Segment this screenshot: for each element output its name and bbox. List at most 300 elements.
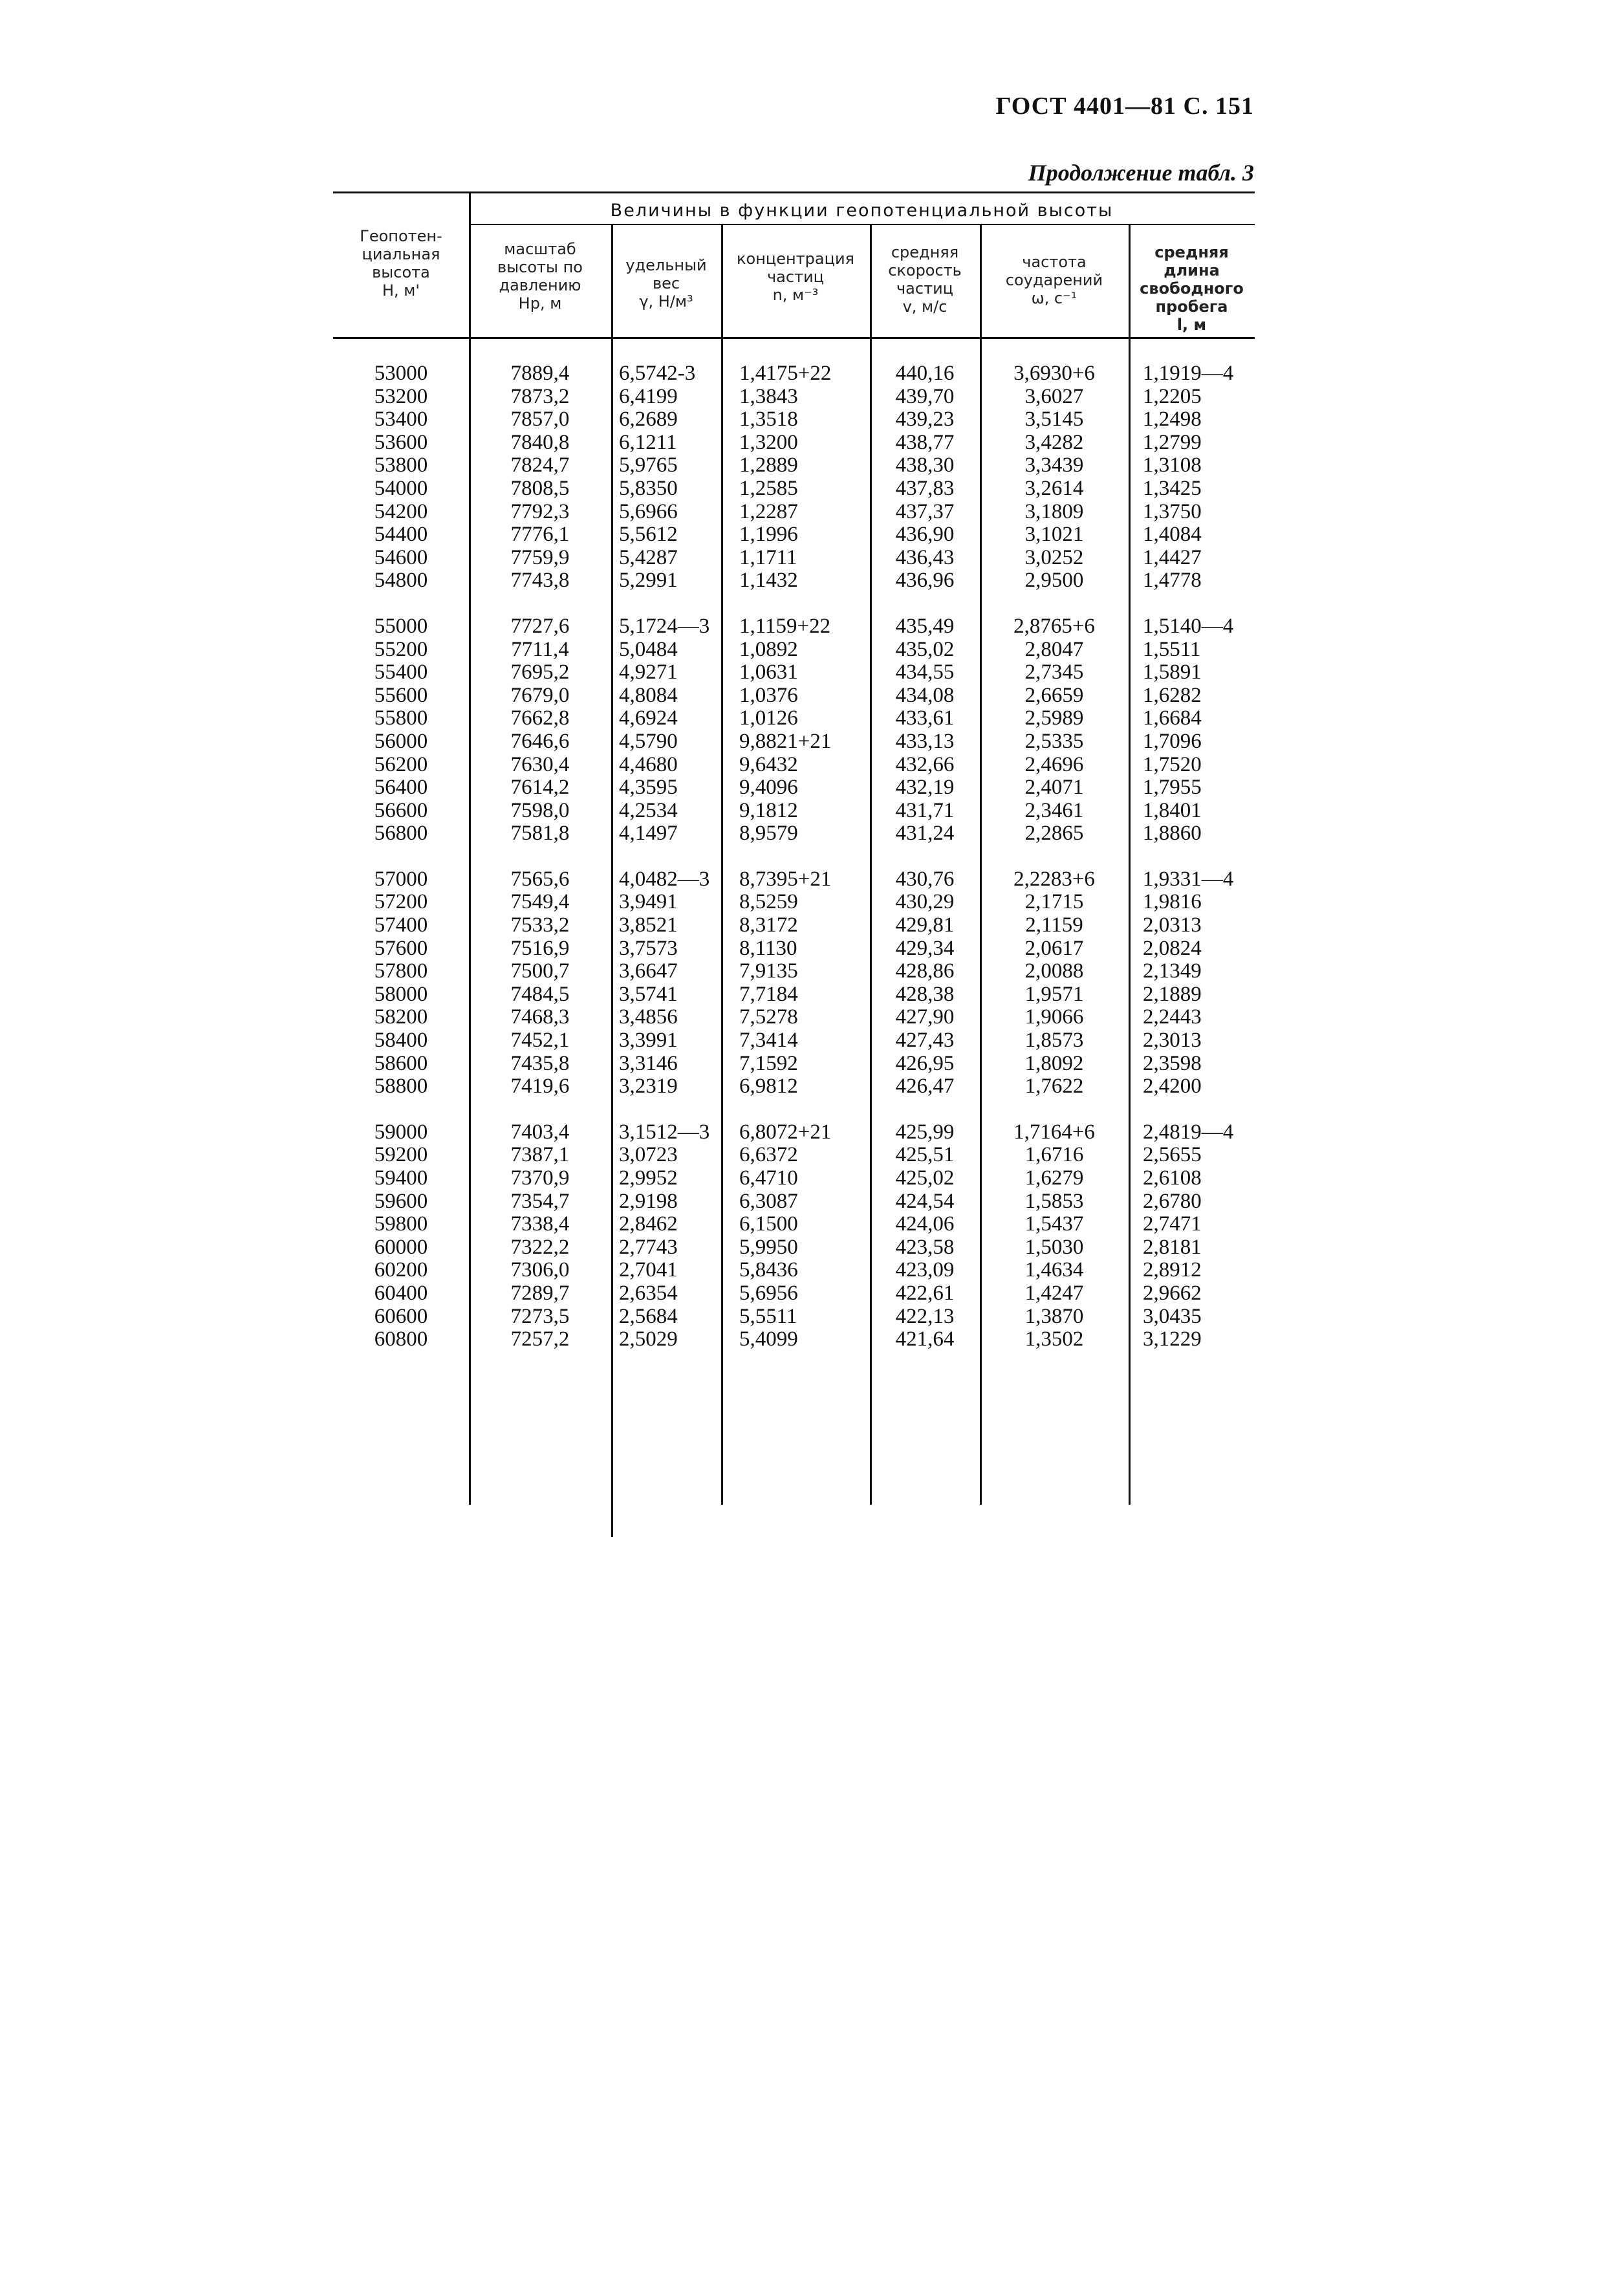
row-group bbox=[333, 615, 1255, 846]
table-row bbox=[333, 937, 1255, 961]
cell-specific-weight: 5,5612 bbox=[619, 523, 678, 547]
cell-scale-height: 7322,2 bbox=[510, 1235, 570, 1259]
cell-velocity: 430,76 bbox=[895, 867, 955, 891]
cell-specific-weight: 5,8350 bbox=[619, 476, 678, 500]
cell-concentration: 7,7184 bbox=[739, 982, 798, 1006]
cell-specific-weight: 4,9271 bbox=[619, 660, 678, 684]
cell-velocity: 435,02 bbox=[895, 637, 955, 661]
cell-mean-free-path: 1,4084 bbox=[1143, 523, 1202, 547]
cell-velocity: 436,90 bbox=[895, 523, 955, 547]
cell-collision-freq: 1,4247 bbox=[1024, 1281, 1084, 1305]
cell-velocity: 427,90 bbox=[895, 1005, 955, 1029]
cell-collision-freq: 2,1715 bbox=[1024, 890, 1084, 914]
cell-specific-weight: 4,4680 bbox=[619, 752, 678, 776]
cell-height: 56800 bbox=[374, 822, 428, 846]
cell-concentration: 1,0892 bbox=[739, 637, 798, 661]
table-continuation-label: Продолжение табл. 3 bbox=[1028, 160, 1254, 186]
cell-collision-freq: 2,4071 bbox=[1024, 776, 1084, 800]
cell-scale-height: 7468,3 bbox=[510, 1005, 570, 1029]
cell-height: 59200 bbox=[374, 1143, 428, 1167]
cell-scale-height: 7792,3 bbox=[510, 499, 570, 523]
cell-height: 57600 bbox=[374, 936, 428, 960]
cell-scale-height: 7646,6 bbox=[510, 729, 570, 753]
cell-velocity: 434,55 bbox=[895, 660, 955, 684]
table-row bbox=[333, 547, 1255, 570]
cell-height: 58800 bbox=[374, 1075, 428, 1098]
cell-mean-free-path: 1,3750 bbox=[1143, 499, 1202, 523]
cell-collision-freq: 1,9066 bbox=[1024, 1005, 1084, 1029]
cell-specific-weight: 6,1211 bbox=[619, 430, 677, 454]
cell-concentration: 6,3087 bbox=[739, 1189, 798, 1213]
table-row bbox=[333, 1190, 1255, 1214]
cell-specific-weight: 3,5741 bbox=[619, 982, 678, 1006]
cell-mean-free-path: 1,9331—4 bbox=[1143, 867, 1234, 891]
table-row bbox=[333, 1236, 1255, 1260]
cell-concentration: 1,2585 bbox=[739, 476, 798, 500]
cell-scale-height: 7614,2 bbox=[510, 776, 570, 800]
cell-mean-free-path: 2,0313 bbox=[1143, 913, 1202, 937]
cell-mean-free-path: 2,1889 bbox=[1143, 982, 1202, 1006]
cell-velocity: 432,66 bbox=[895, 752, 955, 776]
cell-concentration: 8,7395+21 bbox=[739, 867, 832, 891]
table-row bbox=[333, 1328, 1255, 1351]
cell-concentration: 6,9812 bbox=[739, 1075, 798, 1098]
table-row bbox=[333, 891, 1255, 914]
cell-height: 54200 bbox=[374, 499, 428, 523]
table-row bbox=[333, 661, 1255, 684]
cell-height: 55800 bbox=[374, 706, 428, 730]
cell-height: 56600 bbox=[374, 798, 428, 822]
cell-height: 60000 bbox=[374, 1235, 428, 1259]
cell-concentration: 9,4096 bbox=[739, 776, 798, 800]
cell-velocity: 424,54 bbox=[895, 1189, 955, 1213]
cell-height: 54600 bbox=[374, 545, 428, 569]
table-row bbox=[333, 754, 1255, 777]
cell-scale-height: 7840,8 bbox=[510, 430, 570, 454]
cell-concentration: 6,8072+21 bbox=[739, 1120, 832, 1144]
cell-concentration: 1,2889 bbox=[739, 453, 798, 477]
cell-scale-height: 7289,7 bbox=[510, 1281, 570, 1305]
table-row bbox=[333, 684, 1255, 708]
cell-specific-weight: 3,9491 bbox=[619, 890, 678, 914]
cell-collision-freq: 1,7622 bbox=[1024, 1075, 1084, 1098]
cell-collision-freq: 2,5989 bbox=[1024, 706, 1084, 730]
cell-concentration: 1,3843 bbox=[739, 384, 798, 408]
cell-collision-freq: 3,5145 bbox=[1024, 408, 1084, 431]
cell-height: 55200 bbox=[374, 637, 428, 661]
cell-concentration: 1,3200 bbox=[739, 430, 798, 454]
cell-scale-height: 7695,2 bbox=[510, 660, 570, 684]
cell-specific-weight: 2,7041 bbox=[619, 1258, 678, 1282]
cell-specific-weight: 5,4287 bbox=[619, 545, 678, 569]
cell-specific-weight: 4,2534 bbox=[619, 798, 678, 822]
cell-mean-free-path: 1,2205 bbox=[1143, 384, 1202, 408]
cell-concentration: 9,8821+21 bbox=[739, 729, 832, 753]
cell-height: 53800 bbox=[374, 453, 428, 477]
cell-scale-height: 7808,5 bbox=[510, 476, 570, 500]
cell-specific-weight: 5,9765 bbox=[619, 453, 678, 477]
cell-collision-freq: 2,6659 bbox=[1024, 683, 1084, 707]
cell-concentration: 6,6372 bbox=[739, 1143, 798, 1167]
column-header-collision-freq: частота соударений ω, с⁻¹ bbox=[1005, 253, 1103, 307]
cell-height: 53000 bbox=[374, 362, 428, 385]
cell-concentration: 8,3172 bbox=[739, 913, 798, 937]
cell-collision-freq: 3,1021 bbox=[1024, 523, 1084, 547]
cell-velocity: 437,83 bbox=[895, 476, 955, 500]
cell-collision-freq: 2,1159 bbox=[1025, 913, 1083, 937]
cell-scale-height: 7549,4 bbox=[510, 890, 570, 914]
cell-velocity: 429,34 bbox=[895, 936, 955, 960]
cell-collision-freq: 1,8573 bbox=[1024, 1029, 1084, 1053]
cell-concentration: 5,8436 bbox=[739, 1258, 798, 1282]
cell-height: 58200 bbox=[374, 1005, 428, 1029]
cell-specific-weight: 6,4199 bbox=[619, 384, 678, 408]
cell-concentration: 7,3414 bbox=[739, 1029, 798, 1053]
cell-scale-height: 7354,7 bbox=[510, 1189, 570, 1213]
cell-height: 56000 bbox=[374, 729, 428, 753]
table-row bbox=[333, 638, 1255, 662]
cell-velocity: 431,71 bbox=[895, 798, 955, 822]
cell-collision-freq: 3,0252 bbox=[1024, 545, 1084, 569]
cell-mean-free-path: 1,3108 bbox=[1143, 453, 1202, 477]
cell-collision-freq: 1,5030 bbox=[1024, 1235, 1084, 1259]
table-top-rule bbox=[333, 191, 1255, 193]
table-row bbox=[333, 1213, 1255, 1236]
cell-velocity: 438,77 bbox=[895, 430, 955, 454]
cell-mean-free-path: 1,7096 bbox=[1143, 729, 1202, 753]
cell-height: 53600 bbox=[374, 430, 428, 454]
table-row bbox=[333, 914, 1255, 937]
cell-mean-free-path: 3,0435 bbox=[1143, 1304, 1202, 1328]
cell-velocity: 428,38 bbox=[895, 982, 955, 1006]
cell-height: 60800 bbox=[374, 1327, 428, 1351]
cell-scale-height: 7257,2 bbox=[510, 1327, 570, 1351]
table-row bbox=[333, 386, 1255, 409]
cell-mean-free-path: 1,7955 bbox=[1143, 776, 1202, 800]
cell-scale-height: 7516,9 bbox=[510, 936, 570, 960]
table-row bbox=[333, 800, 1255, 823]
cell-mean-free-path: 2,0824 bbox=[1143, 936, 1202, 960]
cell-collision-freq: 3,3439 bbox=[1024, 453, 1084, 477]
cell-mean-free-path: 1,6684 bbox=[1143, 706, 1202, 730]
cell-specific-weight: 2,8462 bbox=[619, 1212, 678, 1236]
cell-mean-free-path: 2,9662 bbox=[1143, 1281, 1202, 1305]
cell-velocity: 440,16 bbox=[895, 362, 955, 385]
cell-velocity: 426,95 bbox=[895, 1051, 955, 1075]
table-row bbox=[333, 569, 1255, 593]
cell-collision-freq: 2,5335 bbox=[1024, 729, 1084, 753]
cell-mean-free-path: 1,2498 bbox=[1143, 408, 1202, 431]
cell-scale-height: 7484,5 bbox=[510, 982, 570, 1006]
cell-mean-free-path: 2,8181 bbox=[1143, 1235, 1202, 1259]
cell-scale-height: 7306,0 bbox=[510, 1258, 570, 1282]
cell-collision-freq: 1,5437 bbox=[1024, 1212, 1084, 1236]
cell-velocity: 430,29 bbox=[895, 890, 955, 914]
cell-concentration: 1,1432 bbox=[739, 569, 798, 593]
cell-collision-freq: 1,6716 bbox=[1024, 1143, 1084, 1167]
cell-velocity: 431,24 bbox=[895, 822, 955, 846]
table-row bbox=[333, 960, 1255, 983]
cell-mean-free-path: 2,7471 bbox=[1143, 1212, 1202, 1236]
table-row bbox=[333, 1075, 1255, 1098]
cell-specific-weight: 3,6647 bbox=[619, 959, 678, 983]
header-bottom-rule bbox=[333, 337, 1255, 339]
cell-scale-height: 7500,7 bbox=[510, 959, 570, 983]
cell-velocity: 425,99 bbox=[895, 1120, 955, 1144]
cell-scale-height: 7889,4 bbox=[510, 362, 570, 385]
cell-mean-free-path: 2,6780 bbox=[1143, 1189, 1202, 1213]
cell-concentration: 1,0376 bbox=[739, 683, 798, 707]
cell-height: 59600 bbox=[374, 1189, 428, 1213]
table-row bbox=[333, 1167, 1255, 1190]
cell-specific-weight: 4,8084 bbox=[619, 683, 678, 707]
cell-scale-height: 7662,8 bbox=[510, 706, 570, 730]
cell-concentration: 8,5259 bbox=[739, 890, 798, 914]
cell-collision-freq: 1,7164+6 bbox=[1013, 1120, 1095, 1144]
cell-concentration: 8,1130 bbox=[739, 936, 797, 960]
cell-height: 58000 bbox=[374, 982, 428, 1006]
column-header-height: Геопотен- циальная высота H, м' bbox=[360, 227, 442, 300]
cell-specific-weight: 4,0482—3 bbox=[619, 867, 710, 891]
row-group bbox=[333, 362, 1255, 593]
cell-specific-weight: 5,6966 bbox=[619, 499, 678, 523]
cell-velocity: 439,70 bbox=[895, 384, 955, 408]
cell-scale-height: 7598,0 bbox=[510, 798, 570, 822]
cell-scale-height: 7824,7 bbox=[510, 453, 570, 477]
cell-velocity: 429,81 bbox=[895, 913, 955, 937]
cell-scale-height: 7452,1 bbox=[510, 1029, 570, 1053]
cell-height: 55400 bbox=[374, 660, 428, 684]
row-group bbox=[333, 1121, 1255, 1351]
cell-height: 53200 bbox=[374, 384, 428, 408]
cell-scale-height: 7873,2 bbox=[510, 384, 570, 408]
cell-specific-weight: 4,3595 bbox=[619, 776, 678, 800]
cell-collision-freq: 1,4634 bbox=[1024, 1258, 1084, 1282]
cell-mean-free-path: 1,3425 bbox=[1143, 476, 1202, 500]
cell-specific-weight: 3,3146 bbox=[619, 1051, 678, 1075]
cell-collision-freq: 2,2865 bbox=[1024, 822, 1084, 846]
cell-height: 57400 bbox=[374, 913, 428, 937]
cell-scale-height: 7679,0 bbox=[510, 683, 570, 707]
cell-height: 59800 bbox=[374, 1212, 428, 1236]
cell-height: 55600 bbox=[374, 683, 428, 707]
cell-specific-weight: 3,3991 bbox=[619, 1029, 678, 1053]
cell-height: 54800 bbox=[374, 569, 428, 593]
column-header-velocity: средняя скорость частиц v, м/с bbox=[888, 243, 962, 316]
cell-velocity: 433,13 bbox=[895, 729, 955, 753]
cell-collision-freq: 1,3870 bbox=[1024, 1304, 1084, 1328]
cell-mean-free-path: 3,1229 bbox=[1143, 1327, 1202, 1351]
cell-mean-free-path: 1,9816 bbox=[1143, 890, 1202, 914]
cell-collision-freq: 2,3461 bbox=[1024, 798, 1084, 822]
cell-velocity: 425,02 bbox=[895, 1166, 955, 1190]
table-row bbox=[333, 454, 1255, 477]
cell-height: 60400 bbox=[374, 1281, 428, 1305]
page-header: ГОСТ 4401—81 С. 151 bbox=[995, 93, 1254, 120]
cell-concentration: 6,4710 bbox=[739, 1166, 798, 1190]
cell-velocity: 436,96 bbox=[895, 569, 955, 593]
table-body bbox=[333, 362, 1255, 1374]
cell-mean-free-path: 2,3013 bbox=[1143, 1029, 1202, 1053]
cell-mean-free-path: 1,5511 bbox=[1143, 637, 1201, 661]
cell-concentration: 7,5278 bbox=[739, 1005, 798, 1029]
cell-velocity: 432,19 bbox=[895, 776, 955, 800]
cell-collision-freq: 3,6027 bbox=[1024, 384, 1084, 408]
cell-collision-freq: 2,0617 bbox=[1024, 936, 1084, 960]
cell-collision-freq: 2,7345 bbox=[1024, 660, 1084, 684]
cell-velocity: 439,23 bbox=[895, 408, 955, 431]
cell-collision-freq: 3,4282 bbox=[1024, 430, 1084, 454]
cell-mean-free-path: 1,5891 bbox=[1143, 660, 1202, 684]
cell-scale-height: 7565,6 bbox=[510, 867, 570, 891]
cell-velocity: 433,61 bbox=[895, 706, 955, 730]
cell-velocity: 438,30 bbox=[895, 453, 955, 477]
table-row bbox=[333, 615, 1255, 638]
cell-mean-free-path: 1,5140—4 bbox=[1143, 614, 1234, 638]
cell-velocity: 427,43 bbox=[895, 1029, 955, 1053]
cell-concentration: 7,9135 bbox=[739, 959, 798, 983]
cell-mean-free-path: 2,2443 bbox=[1143, 1005, 1202, 1029]
cell-specific-weight: 6,2689 bbox=[619, 408, 678, 431]
cell-velocity: 434,08 bbox=[895, 683, 955, 707]
cell-concentration: 9,6432 bbox=[739, 752, 798, 776]
cell-specific-weight: 5,2991 bbox=[619, 569, 678, 593]
cell-specific-weight: 5,0484 bbox=[619, 637, 678, 661]
cell-collision-freq: 2,8047 bbox=[1024, 637, 1084, 661]
cell-collision-freq: 3,6930+6 bbox=[1013, 362, 1095, 385]
cell-mean-free-path: 1,4427 bbox=[1143, 545, 1202, 569]
cell-scale-height: 7630,4 bbox=[510, 752, 570, 776]
table-row bbox=[333, 707, 1255, 730]
cell-collision-freq: 2,2283+6 bbox=[1013, 867, 1095, 891]
cell-height: 60600 bbox=[374, 1304, 428, 1328]
cell-specific-weight: 3,8521 bbox=[619, 913, 678, 937]
cell-mean-free-path: 1,4778 bbox=[1143, 569, 1202, 593]
cell-specific-weight: 4,6924 bbox=[619, 706, 678, 730]
cell-specific-weight: 4,5790 bbox=[619, 729, 678, 753]
table-row bbox=[333, 1282, 1255, 1305]
cell-concentration: 8,9579 bbox=[739, 822, 798, 846]
cell-velocity: 426,47 bbox=[895, 1075, 955, 1098]
cell-height: 57200 bbox=[374, 890, 428, 914]
cell-height: 55000 bbox=[374, 614, 428, 638]
cell-concentration: 1,1711 bbox=[739, 545, 797, 569]
cell-velocity: 436,43 bbox=[895, 545, 955, 569]
cell-velocity: 421,64 bbox=[895, 1327, 955, 1351]
cell-concentration: 1,2287 bbox=[739, 499, 798, 523]
column-header-concentration: концентрация частиц n, м⁻³ bbox=[737, 250, 854, 304]
table-row bbox=[333, 1006, 1255, 1029]
table-row bbox=[333, 822, 1255, 846]
cell-collision-freq: 1,9571 bbox=[1024, 982, 1084, 1006]
group-heading-rule bbox=[469, 224, 1255, 225]
cell-specific-weight: 3,0723 bbox=[619, 1143, 678, 1167]
cell-specific-weight: 2,5684 bbox=[619, 1304, 678, 1328]
cell-scale-height: 7338,4 bbox=[510, 1212, 570, 1236]
table-row bbox=[333, 362, 1255, 386]
cell-velocity: 422,61 bbox=[895, 1281, 955, 1305]
cell-mean-free-path: 1,2799 bbox=[1143, 430, 1202, 454]
cell-concentration: 5,4099 bbox=[739, 1327, 798, 1351]
cell-collision-freq: 2,0088 bbox=[1024, 959, 1084, 983]
table-row bbox=[333, 983, 1255, 1007]
cell-specific-weight: 2,5029 bbox=[619, 1327, 678, 1351]
cell-mean-free-path: 2,8912 bbox=[1143, 1258, 1202, 1282]
cell-concentration: 1,1159+22 bbox=[739, 614, 831, 638]
table-row bbox=[333, 1144, 1255, 1167]
cell-scale-height: 7727,6 bbox=[510, 614, 570, 638]
cell-scale-height: 7273,5 bbox=[510, 1304, 570, 1328]
table-row bbox=[333, 730, 1255, 754]
table-row bbox=[333, 523, 1255, 547]
table-row bbox=[333, 408, 1255, 431]
cell-specific-weight: 3,4856 bbox=[619, 1005, 678, 1029]
cell-mean-free-path: 1,6282 bbox=[1143, 683, 1202, 707]
column-header-scale-height: масштаб высоты по давлению Hp, м bbox=[497, 240, 583, 312]
cell-collision-freq: 1,8092 bbox=[1024, 1051, 1084, 1075]
cell-concentration: 1,4175+22 bbox=[739, 362, 832, 385]
cell-velocity: 435,49 bbox=[895, 614, 955, 638]
table-row bbox=[333, 1121, 1255, 1144]
cell-concentration: 1,3518 bbox=[739, 408, 798, 431]
cell-velocity: 423,58 bbox=[895, 1235, 955, 1259]
column-header-specific-weight: удельный вес γ, Н/м³ bbox=[625, 256, 707, 311]
cell-velocity: 424,06 bbox=[895, 1212, 955, 1236]
table-row bbox=[333, 776, 1255, 800]
table-row bbox=[333, 868, 1255, 891]
cell-collision-freq: 1,6279 bbox=[1024, 1166, 1084, 1190]
cell-concentration: 1,0126 bbox=[739, 706, 798, 730]
cell-specific-weight: 2,7743 bbox=[619, 1235, 678, 1259]
table-row bbox=[333, 1259, 1255, 1282]
cell-collision-freq: 2,9500 bbox=[1024, 569, 1084, 593]
cell-specific-weight: 2,9952 bbox=[619, 1166, 678, 1190]
cell-collision-freq: 2,8765+6 bbox=[1013, 614, 1095, 638]
cell-concentration: 1,0631 bbox=[739, 660, 798, 684]
cell-collision-freq: 2,4696 bbox=[1024, 752, 1084, 776]
cell-scale-height: 7711,4 bbox=[511, 637, 569, 661]
cell-concentration: 5,9950 bbox=[739, 1235, 798, 1259]
cell-height: 58400 bbox=[374, 1029, 428, 1053]
cell-scale-height: 7743,8 bbox=[510, 569, 570, 593]
table-row bbox=[333, 1029, 1255, 1053]
data-table bbox=[333, 191, 1255, 1505]
cell-concentration: 1,1996 bbox=[739, 523, 798, 547]
row-group bbox=[333, 868, 1255, 1098]
cell-velocity: 422,13 bbox=[895, 1304, 955, 1328]
cell-scale-height: 7776,1 bbox=[510, 523, 570, 547]
cell-scale-height: 7419,6 bbox=[510, 1075, 570, 1098]
cell-height: 54400 bbox=[374, 523, 428, 547]
cell-mean-free-path: 1,8860 bbox=[1143, 822, 1202, 846]
cell-specific-weight: 2,6354 bbox=[619, 1281, 678, 1305]
cell-scale-height: 7387,1 bbox=[510, 1143, 570, 1167]
cell-mean-free-path: 1,7520 bbox=[1143, 752, 1202, 776]
cell-scale-height: 7435,8 bbox=[510, 1051, 570, 1075]
cell-specific-weight: 3,1512—3 bbox=[619, 1120, 710, 1144]
table-row bbox=[333, 1305, 1255, 1329]
cell-specific-weight: 5,1724—3 bbox=[619, 614, 710, 638]
cell-collision-freq: 3,2614 bbox=[1024, 476, 1084, 500]
cell-height: 56200 bbox=[374, 752, 428, 776]
cell-concentration: 6,1500 bbox=[739, 1212, 798, 1236]
cell-velocity: 428,86 bbox=[895, 959, 955, 983]
cell-concentration: 5,6956 bbox=[739, 1281, 798, 1305]
cell-velocity: 425,51 bbox=[895, 1143, 955, 1167]
cell-mean-free-path: 2,4200 bbox=[1143, 1075, 1202, 1098]
table-row bbox=[333, 1053, 1255, 1076]
table-row bbox=[333, 477, 1255, 501]
